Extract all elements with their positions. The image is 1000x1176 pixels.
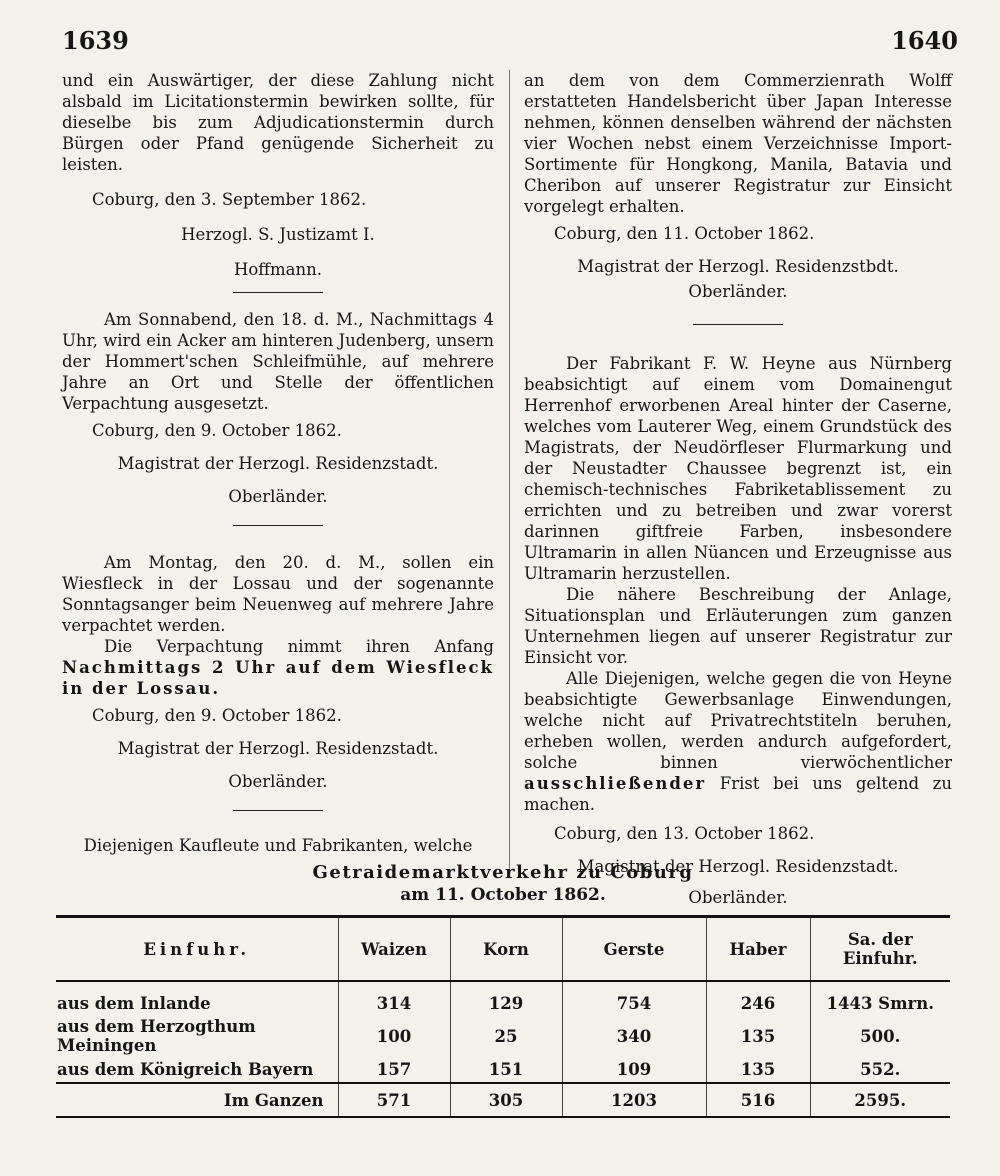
notice1-authority: Herzogl. S. Justizamt I. xyxy=(181,225,375,244)
right-notice2-signature: Oberländer. xyxy=(688,888,788,907)
cell-gerste: 109 xyxy=(562,1056,706,1083)
right-notice2-paragraph2: Die nähere Beschreibung der Anlage, Situationsplan und Erläuterungen zum ganzen Unternehmen liegen auf unserer Registratur zur Einsicht vor. xyxy=(524,585,952,667)
cell-haber: 135 xyxy=(706,1056,810,1083)
divider xyxy=(233,810,323,811)
notice2-paragraph: Am Sonnabend, den 18. d. M., Nachmittags 4 Uhr, wird ein Acker am hinteren Judenberg, unsern der Hommert'schen Schleifmühle, auf mehrere Jahre an Ort und Stelle der öffentlichen Verpachtung ausgesetzt. xyxy=(62,310,494,413)
page-number-left: 1639 xyxy=(62,26,129,55)
page-number-right: 1640 xyxy=(891,26,958,55)
header-summe: Sa. der Einfuhr. xyxy=(810,917,950,982)
total-waizen: 571 xyxy=(338,1083,450,1117)
cell-gerste: 340 xyxy=(562,1016,706,1056)
header-waizen: Waizen xyxy=(338,917,450,982)
notice3-emphasis: Nachmittags 2 Uhr auf dem Wiesfleck in der Lossau. xyxy=(62,658,494,698)
grain-market-table xyxy=(56,915,950,1118)
total-gerste: 1203 xyxy=(562,1083,706,1117)
right-notice2-authority: Magistrat der Herzogl. Residenzstadt. xyxy=(577,857,899,876)
divider xyxy=(233,292,323,293)
total-summe: 2595. xyxy=(810,1083,950,1117)
cell-summe: 1443 Smrn. xyxy=(810,990,950,1016)
cell-waizen: 157 xyxy=(338,1056,450,1083)
notice1-signature: Hoffmann. xyxy=(233,260,323,279)
divider xyxy=(693,324,783,325)
notice2-authority: Magistrat der Herzogl. Residenzstadt. xyxy=(117,454,439,473)
notice3-paragraph1: Am Montag, den 20. d. M., sollen ein Wiesfleck in der Lossau und der sogenannte Sonntagsanger beim Neuenweg auf mehrere Jahre verpachtet werden. xyxy=(62,553,494,635)
notice2-place-date: Coburg, den 9. October 1862. xyxy=(92,421,342,440)
total-label: Im Ganzen xyxy=(56,1083,338,1117)
column-divider xyxy=(509,70,510,870)
left-column xyxy=(62,70,494,856)
header-haber: Haber xyxy=(706,917,810,982)
notice3-signature: Oberländer. xyxy=(228,772,328,791)
table-header-row xyxy=(56,917,950,982)
right-notice1-signature: Oberländer. xyxy=(688,282,788,301)
cell-waizen: 314 xyxy=(338,990,450,1016)
right-notice2-place-date: Coburg, den 13. October 1862. xyxy=(554,824,815,843)
table-total-row xyxy=(56,1083,950,1117)
cell-korn: 25 xyxy=(450,1016,562,1056)
table-row xyxy=(56,990,950,1016)
header-korn: Korn xyxy=(450,917,562,982)
right-notice1-authority: Magistrat der Herzogl. Residenzstbdt. xyxy=(577,257,899,276)
cell-haber: 246 xyxy=(706,990,810,1016)
cell-gerste: 754 xyxy=(562,990,706,1016)
cell-korn: 151 xyxy=(450,1056,562,1083)
table-subtitle: am 11. October 1862. xyxy=(400,885,606,905)
right-notice2-emphasis: ausschließender xyxy=(524,774,707,793)
cell-summe: 552. xyxy=(810,1056,950,1083)
table-row xyxy=(56,1016,950,1056)
right-notice1-place-date: Coburg, den 11. October 1862. xyxy=(554,224,815,243)
header-gerste: Gerste xyxy=(562,917,706,982)
right-notice1-paragraph: an dem von dem Commerzienrath Wolff erstatteten Handelsbericht über Japan Interesse nehmen, können denselben während der nächsten vier Wochen nebst einem Verzeichnisse Import-Sortimente für Hongkong, Manila, Batavia und Cheribon auf unserer Registratur zur Einsicht vorgelegt erhalten. xyxy=(524,71,952,216)
right-notice2-paragraph1: Der Fabrikant F. W. Heyne aus Nürnberg beabsichtigt auf einem vom Domainengut Herrenhof erworbenen Areal hinter der Caserne, welches vom Lauterer Weg, einem Grundstück des Magistrats, der Neudörfleser Flurmarkung und der Neustadter Chaussee begrenzt ist, ein chemisch-technisches Fabriketablissement zu errichten und zu betreiben und zwar vorerst darinnen giftfreie Farben, insbesondere Ultramarin in allen Nüancen und Erzeugnisse aus Ultramarin herzustellen. xyxy=(524,354,952,583)
grain-market-table-section xyxy=(56,862,950,1118)
notice3-place-date: Coburg, den 9. October 1862. xyxy=(92,706,342,725)
notice2-signature: Oberländer. xyxy=(228,487,328,506)
row-label: aus dem Königreich Bayern xyxy=(57,1059,314,1079)
table-row xyxy=(56,1056,950,1083)
right-notice2-paragraph3: Alle Diejenigen, welche gegen die von Heyne beabsichtigte Gewerbsanlage Einwendungen, welche nicht auf Privatrechtstiteln beruhen, erheben wollen, werden andurch aufgefordert, solche binnen vierwöchentlicher ausschließender Frist bei uns geltend zu machen. xyxy=(524,669,952,814)
divider xyxy=(233,525,323,526)
total-haber: 516 xyxy=(706,1083,810,1117)
table-title: Getraidemarktverkehr zu Coburg xyxy=(312,862,694,883)
cell-waizen: 100 xyxy=(338,1016,450,1056)
notice1-place-date: Coburg, den 3. September 1862. xyxy=(92,190,367,209)
notice3-authority: Magistrat der Herzogl. Residenzstadt. xyxy=(117,739,439,758)
header-einfuhr: Einfuhr. xyxy=(56,917,338,982)
cell-haber: 135 xyxy=(706,1016,810,1056)
cell-summe: 500. xyxy=(810,1016,950,1056)
notice4-start: Diejenigen Kaufleute und Fabrikanten, welche xyxy=(83,836,473,855)
notice1-paragraph: und ein Auswärtiger, der diese Zahlung nicht alsbald im Licitationstermin bewirken sollte, für dieselbe bis zum Adjudicationstermin durch Bürgen oder Pfand genügende Sicherheit zu leisten. xyxy=(62,71,494,174)
cell-korn: 129 xyxy=(450,990,562,1016)
total-korn: 305 xyxy=(450,1083,562,1117)
right-column xyxy=(524,70,952,908)
table-spacer xyxy=(56,981,950,990)
row-label: aus dem Herzogthum Meiningen xyxy=(57,1017,256,1055)
notice3-paragraph2: Die Verpachtung nimmt ihren Anfang Nachmittags 2 Uhr auf dem Wiesfleck in der Lossau. xyxy=(62,637,494,698)
row-label: aus dem Inlande xyxy=(57,993,211,1013)
